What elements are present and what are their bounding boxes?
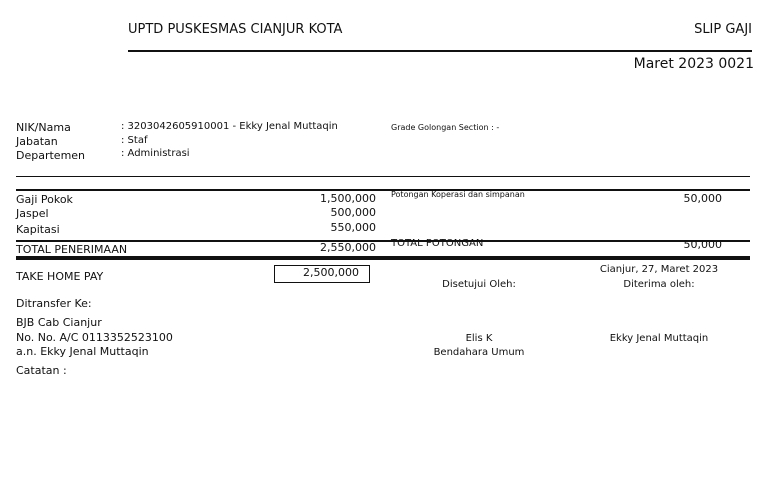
take-home-pay-label: TAKE HOME PAY [16, 270, 104, 283]
table-top-rule [16, 189, 750, 191]
take-home-pay-box [274, 265, 370, 283]
company-name: UPTD PUSKESMAS CIANJUR KOTA [128, 22, 343, 37]
transfer-title: Ditransfer Ke: [16, 297, 92, 310]
received-by-label: Diterima oleh: [623, 279, 695, 290]
earning-amount-kapitasi: 550,000 [330, 221, 376, 234]
grade-section: Grade Golongan Section : - [391, 123, 500, 132]
value-jabatan: : Staf [121, 135, 148, 146]
label-nik-nama: NIK/Nama [16, 121, 71, 134]
total-earnings-label: TOTAL PENERIMAAN [16, 243, 128, 256]
earning-amount-jaspel: 500,000 [330, 206, 376, 219]
info-divider [16, 176, 750, 177]
value-nik-nama: : 3203042605910001 - Ekky Jenal Muttaqin [121, 121, 338, 132]
transfer-account-number: No. No. A/C 0113352523100 [16, 331, 173, 344]
earning-amount-gaji-pokok: 1,500,000 [320, 192, 376, 205]
label-jabatan: Jabatan [16, 135, 58, 148]
approver-name: Elis K [465, 333, 493, 344]
total-deductions-amount: 50,000 [683, 238, 722, 251]
deduction-amount-koperasi: 50,000 [683, 192, 722, 205]
document-title: SLIP GAJI [694, 22, 752, 37]
total-deductions-label: TOTAL POTONGAN [391, 238, 484, 249]
slip-period: Maret 2023 0021 [633, 56, 754, 72]
totals-bottom-rule [16, 256, 750, 260]
earning-label-gaji-pokok: Gaji Pokok [16, 193, 73, 206]
earning-label-kapitasi: Kapitasi [16, 223, 60, 236]
transfer-account-name: a.n. Ekky Jenal Muttaqin [16, 345, 149, 358]
place-date: Cianjur, 27, Maret 2023 [599, 264, 719, 275]
notes-label: Catatan : [16, 364, 67, 377]
approved-by-label: Disetujui Oleh: [442, 279, 516, 290]
deduction-label-koperasi: Potongan Koperasi dan simpanan [391, 190, 525, 199]
transfer-bank: BJB Cab Cianjur [16, 316, 102, 329]
total-earnings-amount: 2,550,000 [320, 241, 376, 254]
approver-title: Bendahara Umum [433, 347, 525, 358]
label-departemen: Departemen [16, 149, 86, 162]
header-divider [128, 50, 752, 52]
receiver-name: Ekky Jenal Muttaqin [609, 333, 709, 344]
totals-top-rule [16, 240, 750, 242]
value-departemen: : Administrasi [121, 148, 190, 159]
take-home-pay-amount: 2,500,000 [303, 266, 359, 279]
earning-label-jaspel: Jaspel [16, 207, 49, 220]
